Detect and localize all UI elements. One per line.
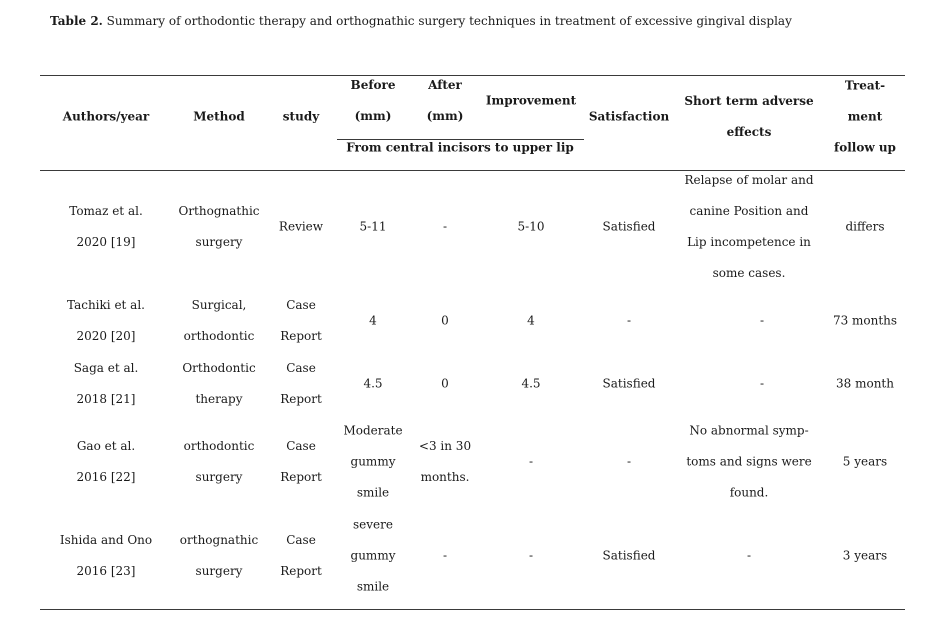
- table-top-rule: [40, 75, 905, 76]
- table-cell: orthognathic surgery: [179, 533, 259, 578]
- table-cell: Gao et al. 2016 [22]: [76, 439, 136, 484]
- table-cell: Moderate gummy smile: [343, 423, 403, 500]
- table-cell: Tomaz et al. 2020 [19]: [69, 204, 143, 249]
- table-cell: orthodontic surgery: [183, 439, 255, 484]
- table-cell: Ishida and Ono 2016 [23]: [59, 533, 153, 578]
- table-cell: -: [759, 376, 765, 391]
- table-cell: severe gummy smile: [350, 517, 396, 594]
- table-cell: Surgical, orthodontic: [183, 298, 255, 343]
- header-study: study: [282, 109, 320, 124]
- table-cell: Case Report: [280, 439, 322, 484]
- table-caption-label: Table 2.: [50, 14, 103, 28]
- table-cell: 4.5: [521, 376, 541, 391]
- table-cell: differs: [845, 219, 885, 234]
- header-span-note: From central incisors to upper lip: [346, 140, 574, 155]
- table-cell: 4: [369, 313, 377, 328]
- table-cell: -: [528, 454, 534, 469]
- table-bottom-rule: [40, 609, 905, 610]
- table-cell: -: [528, 548, 534, 563]
- table-cell: Review: [278, 219, 324, 234]
- table-cell: Case Report: [280, 361, 322, 406]
- table-cell: Satisfied: [602, 219, 656, 234]
- table-cell: -: [746, 548, 752, 563]
- table-cell: -: [759, 313, 765, 328]
- table-cell: 5-11: [359, 219, 387, 234]
- table-cell: -: [626, 454, 632, 469]
- header-authors: Authors/year: [62, 109, 150, 124]
- table-cell: 4.5: [363, 376, 383, 391]
- table-cell: <3 in 30 months.: [418, 439, 472, 484]
- table-cell: 5-10: [517, 219, 545, 234]
- table-cell: -: [442, 548, 448, 563]
- table-cell: Case Report: [280, 298, 322, 343]
- header-satisfaction: Satisfaction: [588, 109, 670, 124]
- table-cell: No abnormal symp- toms and signs were found.: [686, 423, 812, 500]
- table-cell: Orthodontic therapy: [182, 361, 256, 406]
- table-cell: 38 month: [836, 376, 894, 391]
- table-cell: -: [626, 313, 632, 328]
- table-cell: Orthognathic surgery: [178, 204, 260, 249]
- table-cell: 0: [441, 313, 449, 328]
- table-cell: Tachiki et al. 2020 [20]: [67, 298, 145, 343]
- table-cell: 0: [441, 376, 449, 391]
- table-cell: Relapse of molar and canine Position and Lip incompetence in some cases.: [684, 173, 814, 280]
- table-cell: Satisfied: [602, 376, 656, 391]
- table-cell: Case Report: [280, 533, 322, 578]
- table-cell: 3 years: [842, 548, 888, 563]
- header-followup: Treat- ment follow up: [834, 78, 896, 155]
- table-caption: [50, 14, 792, 28]
- table-cell: Saga et al. 2018 [21]: [73, 361, 139, 406]
- header-improvement: Improvement: [485, 93, 577, 108]
- table-cell: 73 months: [832, 313, 898, 328]
- table-cell: -: [442, 219, 448, 234]
- table-cell: Satisfied: [602, 548, 656, 563]
- table-cell: 4: [527, 313, 535, 328]
- header-adverse: Short term adverse effects: [684, 94, 814, 139]
- table-cell: 5 years: [842, 454, 888, 469]
- table-caption-text: Summary of orthodontic therapy and orthognathic surgery techniques in treatment of excessive gingival display: [102, 14, 792, 28]
- header-method: Method: [193, 109, 245, 124]
- header-before: Before (mm): [350, 78, 396, 123]
- header-after: After (mm): [426, 78, 464, 123]
